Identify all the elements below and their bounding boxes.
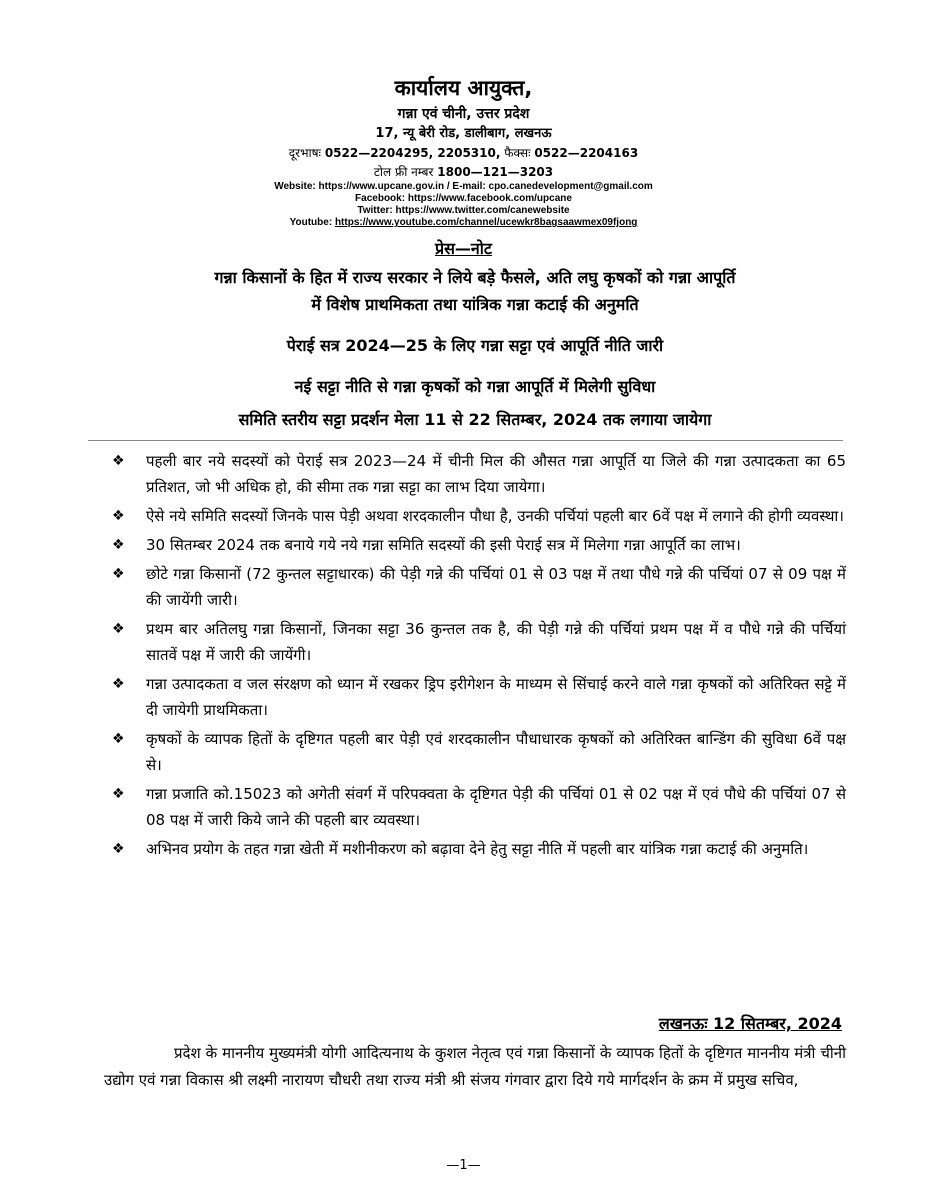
diamond-bullet-icon: ❖ bbox=[112, 676, 125, 692]
list-item-text: ऐसे नये समिति सदस्यों जिनके पास पेड़ी अथवा शरदकालीन पौधा है, उनकी पर्चियां पहली बार 6वें पक्ष में लगाने की होगी व्यवस्था। bbox=[146, 507, 844, 525]
diamond-bullet-icon: ❖ bbox=[112, 566, 125, 582]
list-item bbox=[110, 616, 846, 668]
body-paragraph: प्रदेश के माननीय मुख्यमंत्री योगी आदित्यनाथ के कुशल नेतृत्व एवं गन्ना किसानों के व्यापक हितों के दृष्टिगत माननीय मंत्री चीनी उद्योग एवं गन्ना विकास श्री लक्ष्मी नारायण चौधरी तथा राज्य मंत्री श्री संजय गंगवार द्वारा दिये गये मार्गदर्शन के क्रम में प्रमुख सचिव, bbox=[104, 1044, 846, 1089]
list-item bbox=[110, 503, 846, 529]
list-item-text: पहली बार नये सदस्यों को पेराई सत्र 2023—24 में चीनी मिल की औसत गन्ना आपूर्ति या जिले की गन्ना उत्पादकता का 65 प्रतिशत, जो भी अधिक हो, की सीमा तक गन्ना सट्टा का लाभ दिया जायेगा। bbox=[146, 452, 846, 496]
tollfree-line bbox=[0, 163, 927, 181]
list-item bbox=[110, 532, 846, 558]
diamond-bullet-icon: ❖ bbox=[112, 537, 125, 553]
diamond-bullet-icon: ❖ bbox=[112, 841, 125, 857]
headline-line: नई सट्टा नीति से गन्ना कृषकों को गन्ना आपूर्ति में मिलेगी सुविधा bbox=[294, 377, 656, 396]
youtube-label: Youtube: bbox=[289, 217, 333, 228]
facebook-line: Facebook: https://www.facebook.com/upcane bbox=[355, 193, 572, 204]
diamond-bullet-icon: ❖ bbox=[112, 453, 125, 469]
press-note-title: प्रेस—नोट bbox=[434, 239, 492, 258]
list-item-text: 30 सितम्बर 2024 तक बनाये गये नये गन्ना समिति सदस्यों की इसी पेराई सत्र में मिलेगा गन्ना आपूर्ति का लाभ। bbox=[146, 536, 741, 554]
dateline bbox=[0, 1012, 842, 1036]
list-item bbox=[110, 561, 846, 613]
phone-numbers: 0522—2204295, 2205310, bbox=[324, 146, 501, 160]
list-item bbox=[110, 836, 846, 862]
list-item-text: छोटे गन्ना किसानों (72 कुन्तल सट्टाधारक) की पेड़ी गन्ने की पर्चियां 01 से 03 पक्ष में तथा पौधे गन्ने की पर्चियां 07 से 09 पक्ष में की जायेंगी जारी। bbox=[146, 565, 846, 609]
list-item bbox=[110, 781, 846, 833]
diamond-bullet-icon: ❖ bbox=[112, 731, 125, 747]
headline-line: पेराई सत्र 2024—25 के लिए गन्ना सट्टा एवं आपूर्ति नीति जारी bbox=[286, 336, 664, 355]
page-number: —1— bbox=[446, 1158, 481, 1173]
twitter-line: Twitter: https://www.twitter.com/canewebsite bbox=[357, 205, 570, 216]
list-item-text: प्रथम बार अतिलघु गन्ना किसानों, जिनका सट्टा 36 कुन्तल तक है, की पेड़ी गन्ने की पर्चियां प्रथम पक्ष में व पौधे गन्ने की पर्चियां सातवें पक्ष में जारी की जायेंगी। bbox=[146, 620, 846, 664]
list-item-text: गन्ना उत्पादकता व जल संरक्षण को ध्यान में रखकर ड्रिप इरीगेशन के माध्यम से सिंचाई करने वाले गन्ना कृषकों को अतिरिक्त सट्टे में दी जायेगी प्राथमिकता। bbox=[146, 675, 846, 719]
list-item bbox=[110, 448, 846, 500]
contact-line bbox=[0, 144, 927, 163]
fax-number: 0522—2204163 bbox=[534, 146, 639, 160]
headlines bbox=[105, 264, 845, 433]
diamond-bullet-icon: ❖ bbox=[112, 508, 125, 524]
list-item bbox=[110, 726, 846, 778]
list-item-text: गन्ना प्रजाति को.15023 को अगेती संवर्ग में परिपक्वता के दृष्टिगत पेड़ी की पर्चियां 01 से 02 पक्ष में एवं पौधे की पर्चियां 07 से 08 पक्ष में जारी किये जाने की पहली बार व्यवस्था। bbox=[146, 785, 846, 829]
list-item-text: अभिनव प्रयोग के तहत गन्ना खेती में मशीनीकरण को बढ़ावा देने हेतु सट्टा नीति में पहली बार यांत्रिक गन्ना कटाई की अनुमति। bbox=[146, 840, 809, 858]
phone-label: दूरभाषः bbox=[288, 146, 321, 160]
list-item bbox=[110, 671, 846, 723]
website-email-line: Website: https://www.upcane.gov.in / E-mail: cpo.canedevelopment@gmail.com bbox=[274, 181, 653, 192]
dateline-text: लखनऊः 12 सितम्बर, 2024 bbox=[658, 1014, 842, 1033]
department-name: गन्ना एवं चीनी, उत्तर प्रदेश bbox=[397, 106, 530, 122]
tollfree-label: टोल फ्री नम्बर bbox=[373, 165, 434, 179]
letterhead bbox=[0, 74, 927, 229]
divider bbox=[88, 440, 843, 441]
diamond-bullet-icon: ❖ bbox=[112, 621, 125, 637]
youtube-link[interactable]: https://www.youtube.com/channel/ucewkr8bagsaawmex09fjong bbox=[334, 217, 638, 228]
headline-line: समिति स्तरीय सट्टा प्रदर्शन मेला 11 से 22 सितम्बर, 2024 तक लगाया जायेगा bbox=[238, 410, 712, 429]
diamond-bullet-icon: ❖ bbox=[112, 786, 125, 802]
office-address: 17, न्यू बेरी रोड, डालीबाग, लखनऊ bbox=[375, 126, 552, 141]
bullet-list bbox=[110, 448, 846, 865]
tollfree-number: 1800—121—3203 bbox=[437, 165, 554, 179]
fax-label: फैक्सः bbox=[504, 146, 531, 160]
headline-line: में विशेष प्राथमिकता तथा यांत्रिक गन्ना कटाई की अनुमति bbox=[311, 295, 639, 314]
list-item-text: कृषकों के व्यापक हितों के दृष्टिगत पहली बार पेड़ी एवं शरदकालीन पौधाधारक कृषकों को अतिरिक्त बान्डिंग की सुविधा 6वें पक्ष से। bbox=[146, 730, 846, 774]
office-title: कार्यालय आयुक्त, bbox=[394, 76, 533, 100]
youtube-line bbox=[0, 217, 927, 229]
headline-line: गन्ना किसानों के हित में राज्य सरकार ने लिये बड़े फैसले, अति लघु कृषकों को गन्ना आपूर्ति bbox=[214, 268, 736, 287]
